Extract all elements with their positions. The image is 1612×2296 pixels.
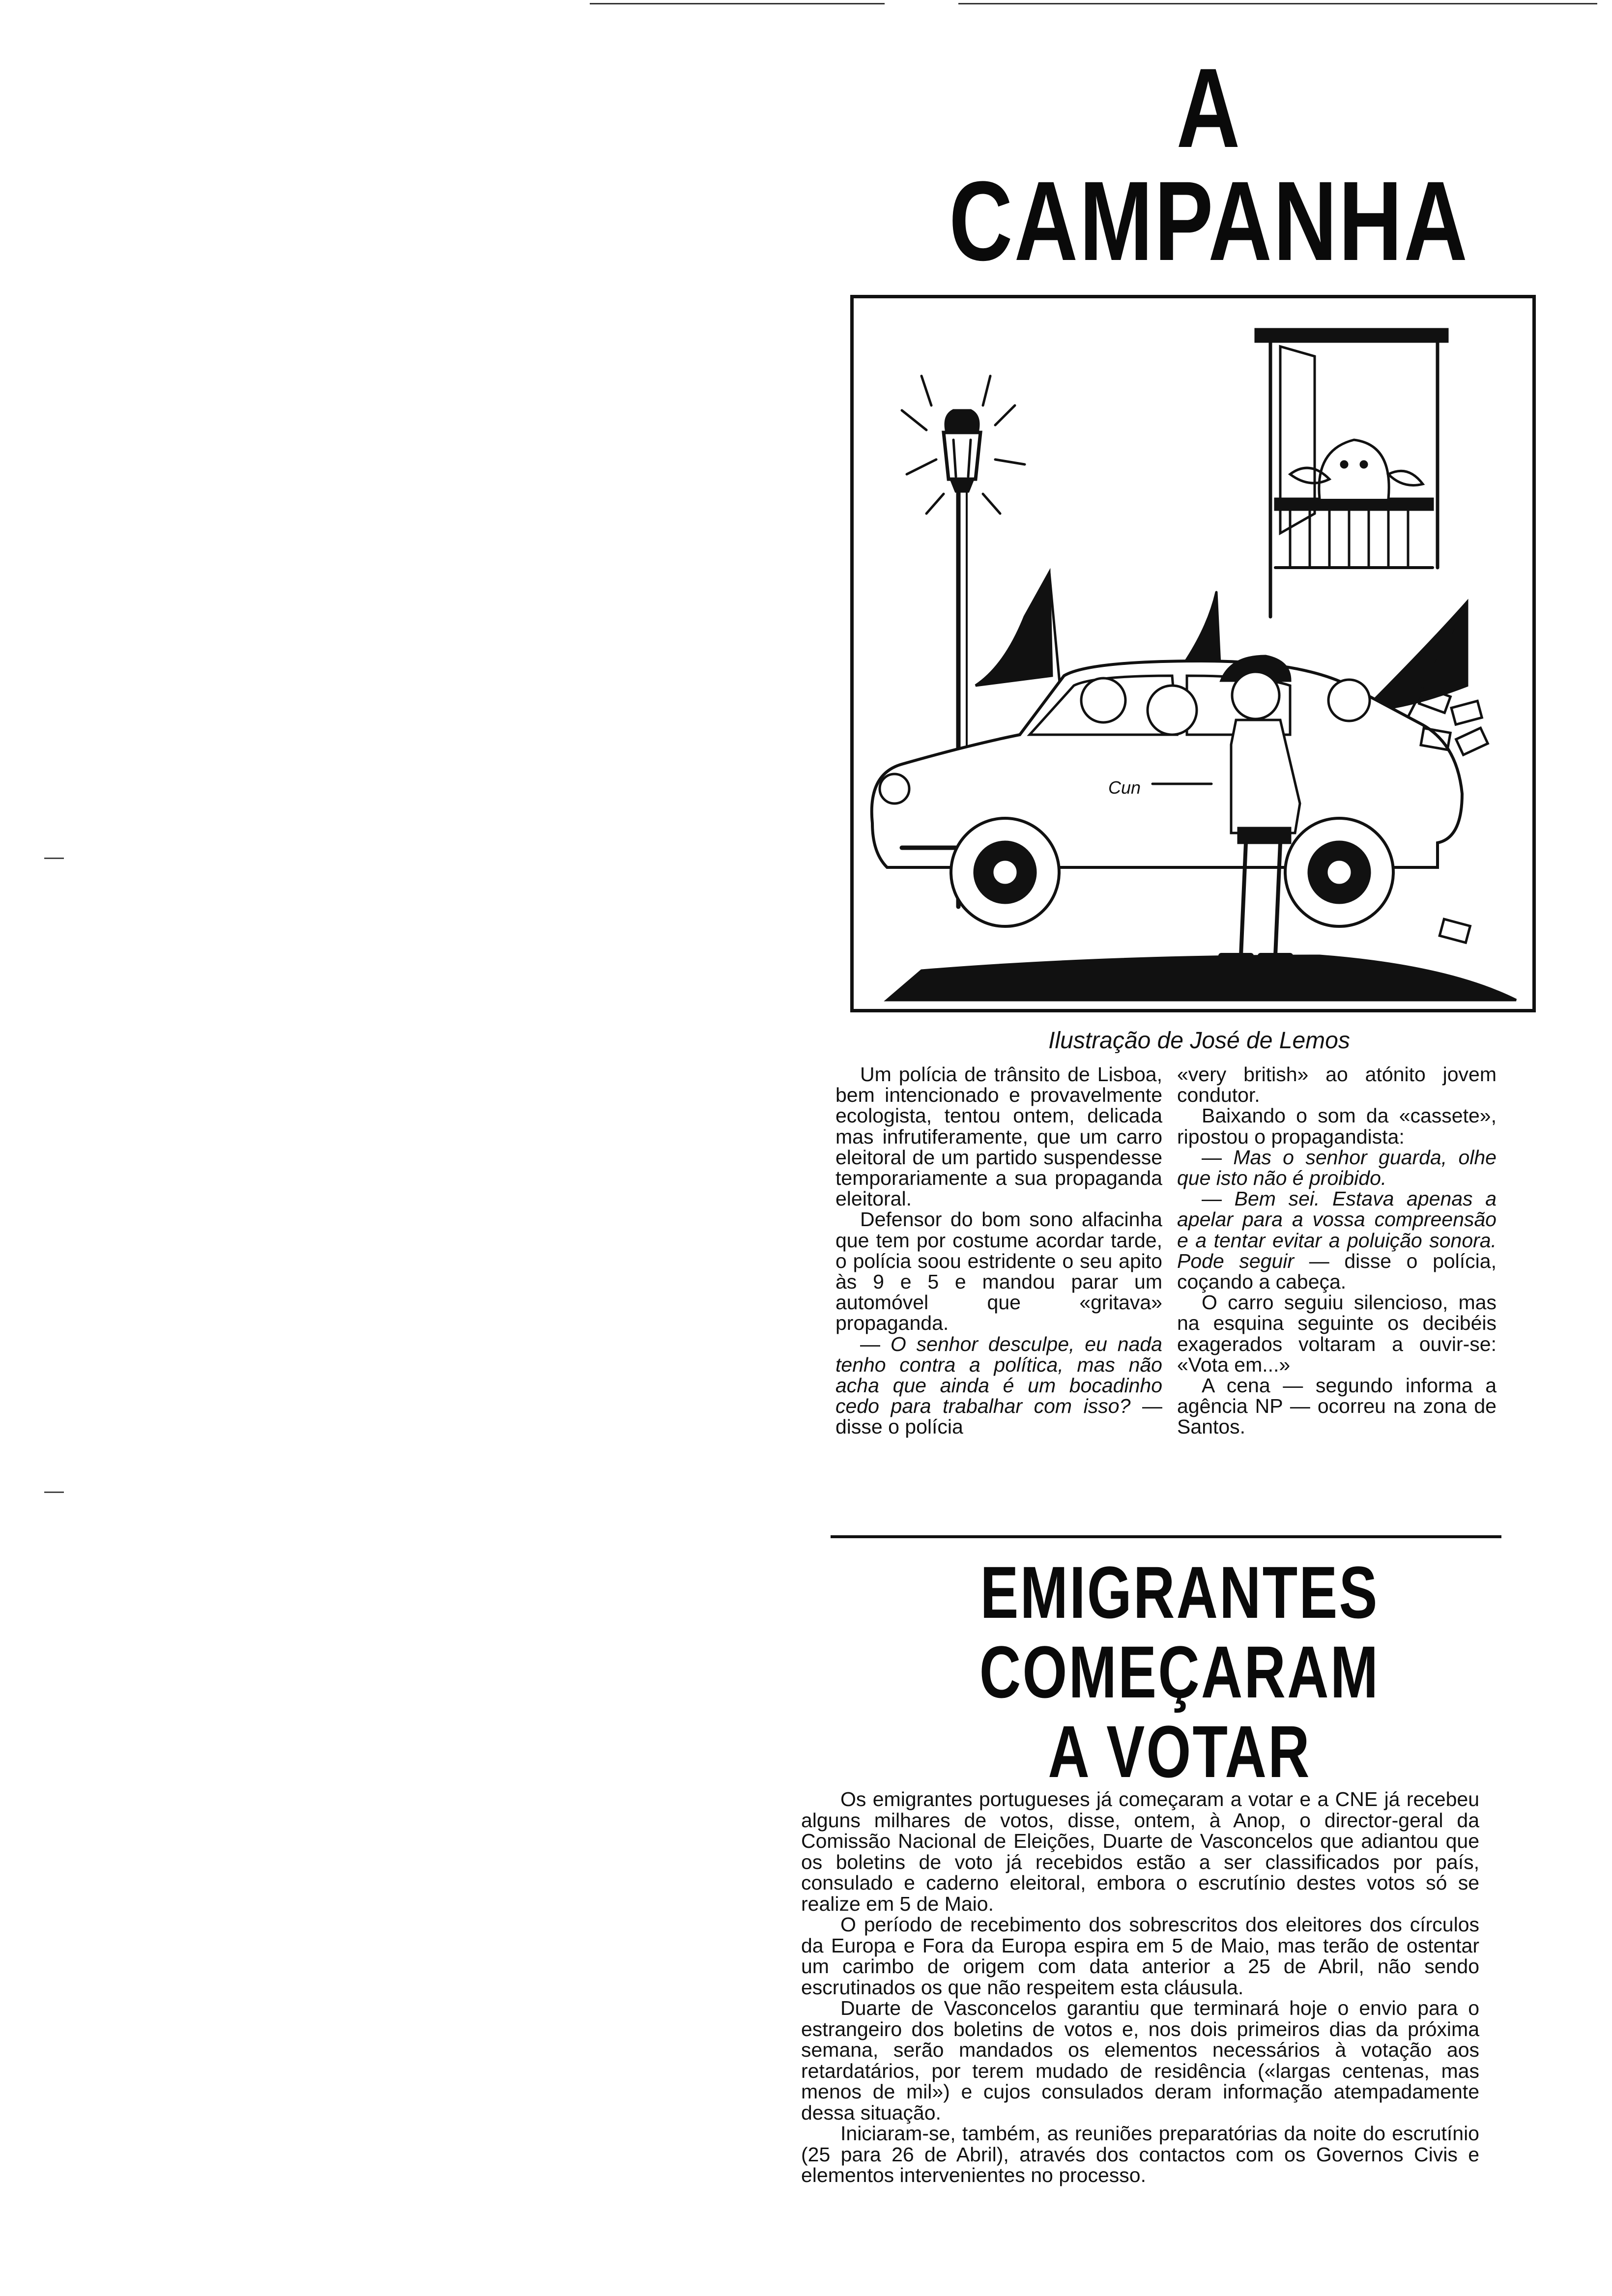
dialogue-attribution: — disse o polícia <box>835 1395 1162 1438</box>
article2-body <box>801 1789 1479 2186</box>
scan-mark <box>44 858 64 859</box>
article1-paragraph: Defensor do bom sono alfacinha que tem por costume acordar tarde, o polícia soou estridente o seu apito às 9 e 5 e mandou parar um automóvel que «gritava» propaganda. <box>835 1208 1162 1335</box>
article1-paragraph <box>1177 1147 1497 1188</box>
dash: — <box>1202 1187 1235 1210</box>
article1-paragraph: Baixando o som da «cassete», ripostou o propagandista: <box>1177 1104 1497 1148</box>
illustration-signature: Cun <box>1108 777 1141 798</box>
article1-headline-line1: A CAMPANHA <box>949 45 1469 284</box>
illustration-caption: Ilustração de José de Lemos <box>1048 1028 1350 1054</box>
article1-column-2 <box>1177 1064 1497 1437</box>
scan-mark <box>44 1492 64 1493</box>
article2-headline <box>911 1551 1448 1794</box>
article1-paragraph <box>835 1334 1162 1437</box>
scan-edge-line <box>590 3 885 4</box>
dialogue-quote: Bem sei. Estava apenas a apelar para a vossa compreensão e a tentar evitar a poluição sonora. Pode seguir <box>1177 1187 1497 1272</box>
article1-paragraph: Um polícia de trânsito de Lisboa, bem intencionado e provavelmente ecologista, tentou ontem, delicada mas infrutiferamente, que um carro eleitoral de um partido suspendesse temporariamente a sua propaganda eleitoral. <box>835 1063 1162 1210</box>
dialogue-quote: Mas o senhor guarda, olhe que isto não é proibido. <box>1177 1146 1497 1190</box>
article2-headline-line3: A VOTAR <box>1048 1710 1311 1793</box>
dash: — <box>1202 1146 1234 1169</box>
article1-paragraph: A cena — segundo informa a agência NP — ocorreu na zona de Santos. <box>1177 1374 1497 1438</box>
article2-headline-line1: EMIGRANTES <box>980 1551 1379 1634</box>
section-divider <box>831 1535 1501 1538</box>
dialogue-quote: O senhor desculpe, eu nada tenho contra a política, mas não acha que ainda é um bocadinho cedo para trabalhar com isso? <box>835 1332 1162 1418</box>
balcony-building <box>1256 329 1447 617</box>
article1-paragraph: «very british» ao atónito jovem condutor. <box>1177 1063 1497 1107</box>
dialogue-attribution: — disse o polícia, coçando a cabeça. <box>1177 1249 1497 1293</box>
ground-shadow <box>887 956 1516 1000</box>
article2-paragraph: Iniciaram-se, também, as reuniões preparatórias da noite do escrutínio (25 para 26 de Abril), através dos contactos com os Governos Civis e elementos intervenientes no processo. <box>801 2122 1479 2186</box>
cartoon-drawing <box>858 302 1528 1005</box>
article2-paragraph: Duarte de Vasconcelos garantiu que terminará hoje o envio para o estrangeiro dos boletins de votos e, nos dois primeiros dias da próxima semana, serão mandados os elementos necessários à votação aos retardatários, por terem mudado de residência («largas centenas, mas menos de mil») e cujos consulados deram informação atempadamente dessa situação. <box>801 1997 1479 2124</box>
article1-paragraph <box>1177 1188 1497 1292</box>
article2-paragraph: O período de recebimento dos sobrescritos dos eleitores dos círculos da Europa e Fora da Europa espira em 5 de Maio, mas terão de ostentar um carimbo de origem com data anterior a 25 de Abril, não sendo escrutinados os que não respeitem esta cláusula. <box>801 1913 1479 1999</box>
dash: — <box>860 1332 891 1355</box>
article2-paragraph: Os emigrantes portugueses já começaram a votar e a CNE já recebeu alguns milhares de votos, disse, ontem, à Anop, o director-geral da Comissão Nacional de Eleições, Duarte de Vasconcelos que adiantou que os boletins de voto já recebidos estão a ser classificados por país, consulado e caderno eleitoral, embora o escrutínio destes votos só se realize em 5 de Maio. <box>801 1788 1479 1915</box>
article2-headline-line2: COMEÇARAM <box>979 1631 1380 1713</box>
article1-paragraph: O carro seguiu silencioso, mas na esquina seguinte os decibéis exagerados voltaram a ouvir-se: «Vota em...» <box>1177 1291 1497 1376</box>
article1-column-1 <box>835 1064 1162 1437</box>
scan-edge-line <box>958 3 1597 4</box>
cartoon-illustration <box>850 295 1536 1012</box>
